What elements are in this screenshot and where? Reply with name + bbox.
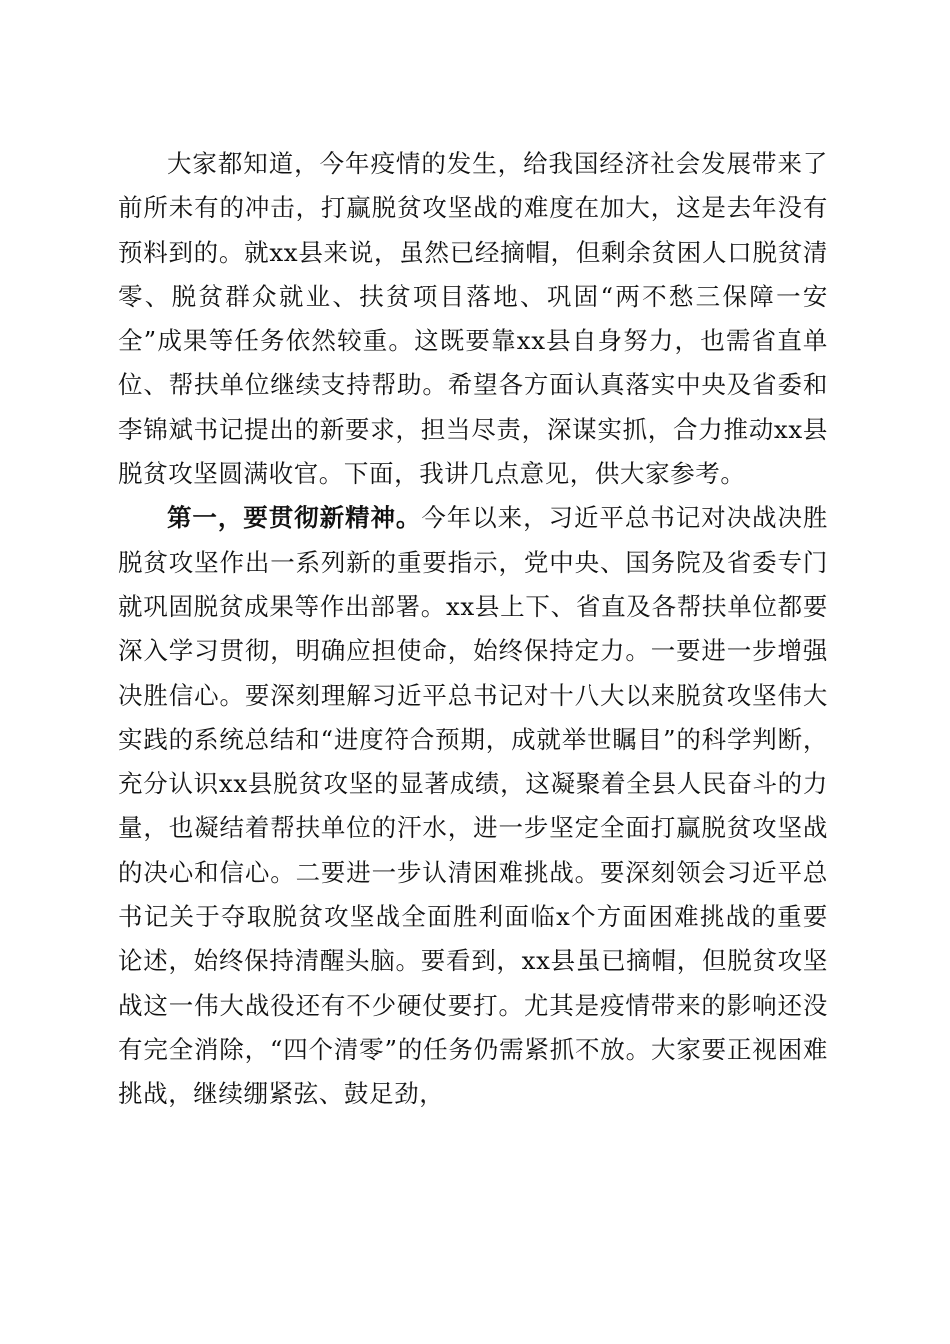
paragraph-intro-text: 大家都知道，今年疫情的发生，给我国经济社会发展带来了前所未有的冲击，打赢脱贫攻坚战的难度在加大，这是去年没有预料到的。就xx县来说，虽然已经摘帽，但剩余贫困人口脱贫清零、脱贫群众就业、扶贫项目落地、巩固“两不愁三保障一安全”成果等任务依然较重。这既要靠xx县自身努力，也需省直单位、帮扶单位继续支持帮助。希望各方面认真落实中央及省委和李锦斌书记提出的新要求，担当尽责，深谋实抓，合力推动xx县脱贫攻坚圆满收官。下面，我讲几点意见，供大家参考。 <box>118 149 828 489</box>
paragraph-intro <box>118 142 828 496</box>
document-body <box>118 142 828 1117</box>
paragraph-first-point-text: 今年以来，习近平总书记对决战决胜脱贫攻坚作出一系列新的重要指示，党中央、国务院及省委专门就巩固脱贫成果等作出部署。xx县上下、省直及各帮扶单位都要深入学习贯彻，明确应担使命，始终保持定力。一要进一步增强决胜信心。要深刻理解习近平总书记对十八大以来脱贫攻坚伟大实践的系统总结和“进度符合预期，成就举世瞩目”的科学判断，充分认识xx县脱贫攻坚的显著成绩，这凝聚着全县人民奋斗的力量，也凝结着帮扶单位的汗水，进一步坚定全面打赢脱贫攻坚战的决心和信心。二要进一步认清困难挑战。要深刻领会习近平总书记关于夺取脱贫攻坚战全面胜利面临x个方面困难挑战的重要论述，始终保持清醒头脑。要看到，xx县虽已摘帽，但脱贫攻坚战这一伟大战役还有不少硬仗要打。尤其是疫情带来的影响还没有完全消除，“四个清零”的任务仍需紧抓不放。大家要正视困难挑战，继续绷紧弦、鼓足劲， <box>118 503 828 1109</box>
paragraph-first-point <box>118 496 828 1116</box>
paragraph-first-point-heading: 第一，要贯彻新精神。 <box>167 503 422 533</box>
